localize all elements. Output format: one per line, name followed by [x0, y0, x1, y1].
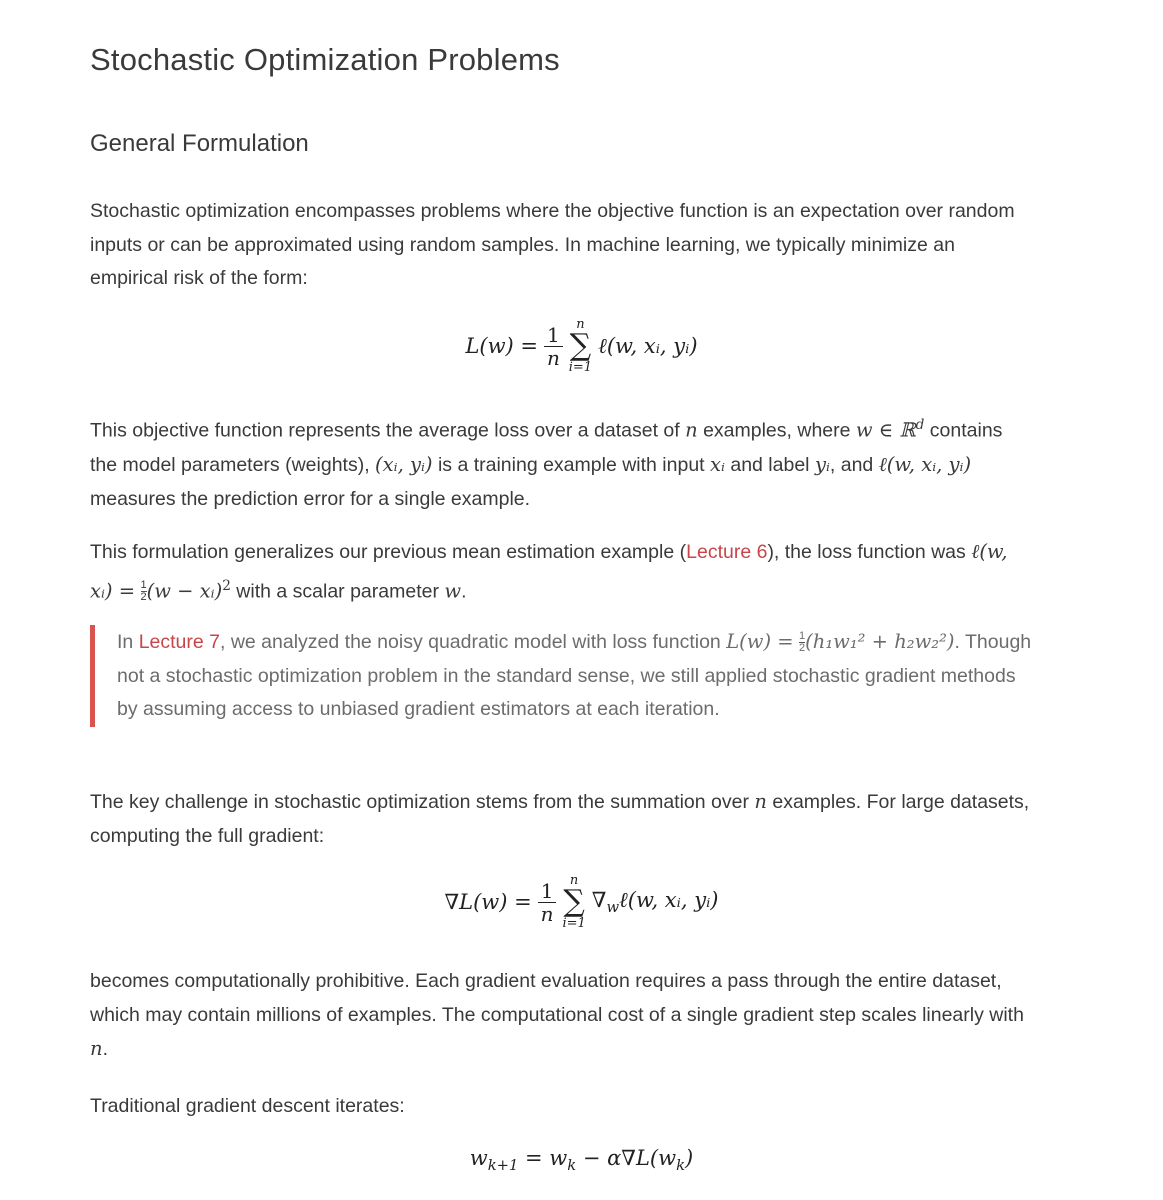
section-heading: General Formulation: [90, 130, 309, 157]
summation-symbol: n ∑ i=1: [568, 317, 593, 375]
gradient-descent-update-equation: $w_{k+1} = w_k - \alpha\nabla L(w_k)$: [469, 1146, 694, 1175]
fraction: $\frac{1}{n}$: [544, 324, 563, 369]
lecture-7-link[interactable]: Lecture 7: [138, 631, 220, 653]
half-fraction: $\frac{1}{2}$: [799, 630, 806, 655]
full-gradient-equation: ∇L(w) = $\frac{1}{n}$ n ∑ i=1 $\nabla_w\ell(w$, xᵢ, yᵢ): [444, 873, 719, 931]
blockquote-note: In Lecture 7, we analyzed the noisy quadratic model with loss function L(w) = $\frac{1}{2}$ (h₁w₁² + h₂w₂²). Though not a stochastic optimization problem in the standard sense, we still applied stochastic gradient methods by assuming access to unbiased gradient estimators at each iteration.: [90, 625, 1037, 727]
lecture-6-link[interactable]: Lecture 6: [686, 541, 768, 563]
half-fraction: $\frac{1}{2}$: [140, 579, 147, 604]
key-challenge-paragraph: The key challenge in stochastic optimization stems from the summation over n examples. For large datasets, computing the full gradient:: [90, 790, 1030, 847]
generalization-paragraph: This formulation generalizes our previous mean estimation example (Lecture 6), the loss function was ℓ(w, xᵢ) = $\frac{1}{2}$ (w − xᵢ)$^2$ with a scalar parameter w.: [90, 540, 1008, 604]
page-title: Stochastic Optimization Problems: [90, 42, 560, 77]
objective-description-paragraph: This objective function represents the average loss over a dataset of n examples, where w ∈ ℝ$^d$ contains the model parameters (weights), (xᵢ, yᵢ) is a training example with input xᵢ and label yᵢ, and ℓ(w, xᵢ, yᵢ) measures the prediction error for a single example.: [90, 417, 1003, 510]
computational-cost-paragraph: becomes computationally prohibitive. Each gradient evaluation requires a pass through the entire dataset, which may contain millions of examples. The computational cost of a single gradient step scales linearly with n.: [90, 970, 1024, 1060]
intro-paragraph: Stochastic optimization encompasses problems where the objective function is an expectation over random inputs or can be approximated using random samples. In machine learning, we typically minimize an empirical risk of the form:: [90, 200, 1015, 289]
empirical-risk-equation: L(w) = $\frac{1}{n}$ n ∑ i=1 ℓ(w, xᵢ, yᵢ): [465, 317, 698, 375]
fraction: $\frac{1}{n}$: [538, 880, 557, 925]
summation-symbol: n ∑ i=1: [562, 873, 586, 931]
gradient-descent-intro: Traditional gradient descent iterates:: [90, 1095, 405, 1117]
